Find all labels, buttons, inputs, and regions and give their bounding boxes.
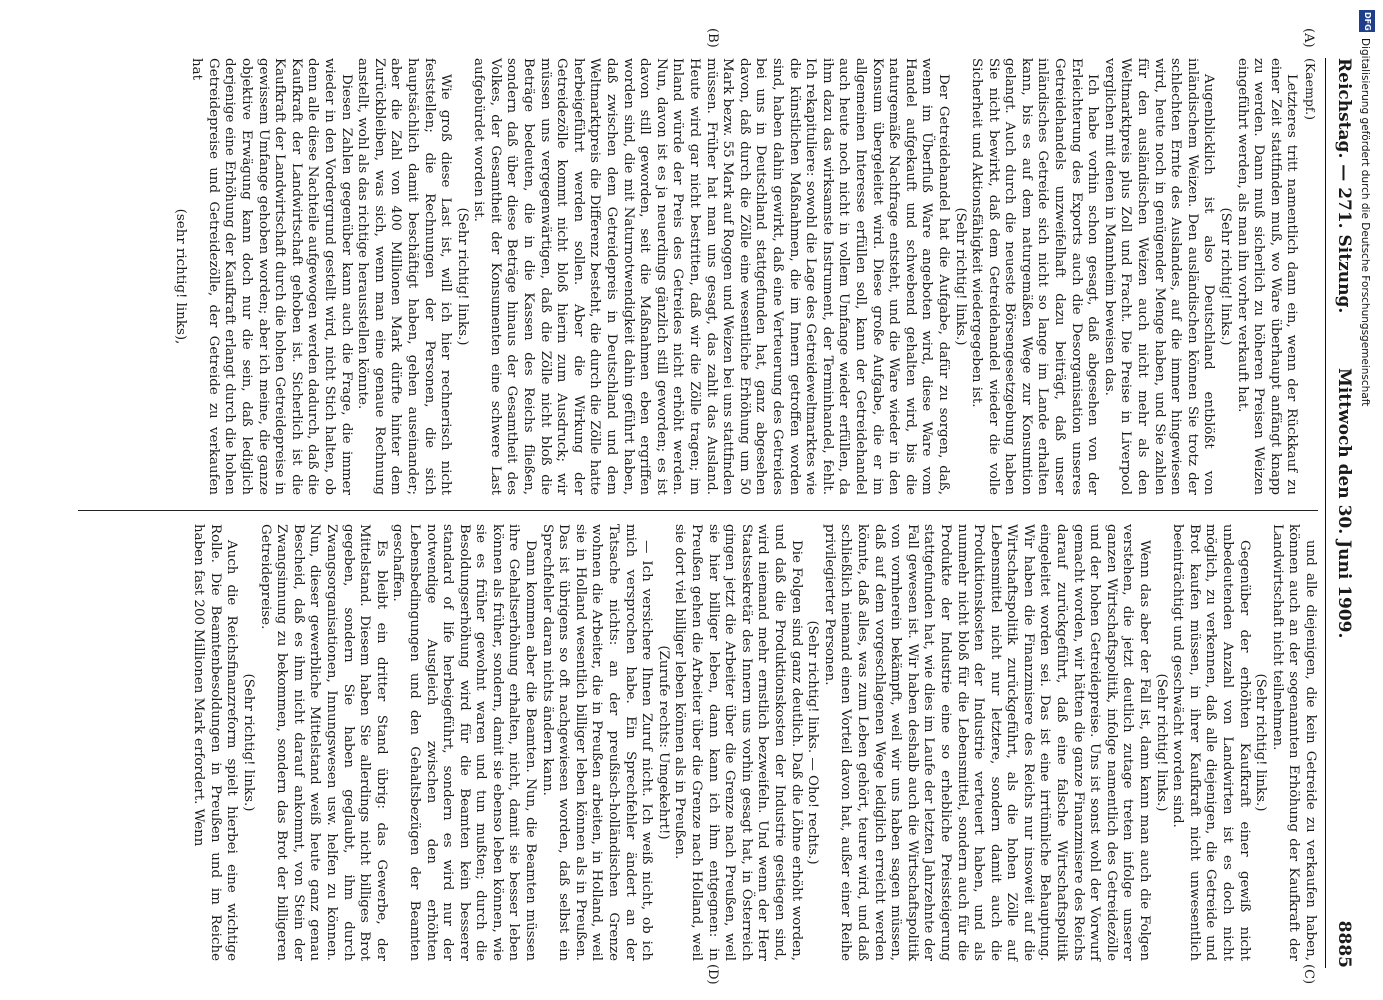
column-divider — [78, 510, 1318, 511]
paragraph: Letzteres tritt namentlich dann ein, wenn der Rückkauf zu einer Zeit stattfinden muß, wo Ware überhaupt anfängt knapp zu werden. Dann muß sicherlich zu höheren Preisen Weizen eingeführt werden, als man ihn vorher verkauft hat. — [1234, 58, 1300, 495]
paragraph: Auch die Reichsfinanzreform spielt hierbei eine wichtige Rolle. Die Beamtenbesoldungen in Preußen und im Reiche haben fast 200 Millionen Mark erfordert. Wenn — [191, 524, 240, 961]
margin-mark-a: (A) — [1301, 28, 1316, 48]
interjection: (Sehr richtig! links.) — [1153, 673, 1169, 812]
interjection: (Sehr richtig! links.) — [454, 207, 470, 346]
paragraph: Ich habe vorhin schon gesagt, daß abgesehen von der Erleichterung des Exports auch die Desorganisation unseres Getreidehandels unzweifelhaft dazu beiträgt, daß unser inländisches Getreide sich nicht so lange im Lande erhalten kann, bis es auf dem naturgemäßen Wege zur Konsumtion gelangt. Auch durch die neueste Börsengesetzgebung haben Sie nicht bewirkt, daß dem Getreidehandel wieder die volle Sicherheit und Aktionsfähigkeit wiedergegeben ist. — [969, 58, 1101, 495]
right-column — [190, 524, 1318, 961]
header-date: Mittwoch den 30. Juni 1909. — [1334, 368, 1354, 639]
margin-mark-d: (D) — [705, 964, 720, 985]
interjection: (Sehr richtig! links.) — [1253, 673, 1269, 812]
page-number: 8885 — [1334, 920, 1354, 968]
right-column-paragraphs — [190, 524, 1318, 961]
interjection: (Sehr richtig! links.) — [241, 673, 256, 812]
paragraph: Der Getreidehandel hat die Aufgabe, dafür zu sorgen, daß, wenn im Überfluß Ware angeboten wird, diese Ware vom Handel aufgekauft und schwebend gehalten wird, bis die naturgemäße Nachfrage entsteht, und die Ware wieder in den Konsum übergeleitet wird. Diese große Aufgabe, die er im allgemeinen Interesse erfüllen soll, kann der Getreidehandel auch heute noch nicht in vollem Umfange wieder erfüllen, da ihm dazu das wirksamste Instrument, der Terminhandel, fehlt. Ich rekapituliere: sowohl die Lage des Getreideweltmarktes wie die künstlichen Maßnahmen, die im Innern getroffen worden sind, haben dahin gewirkt, daß eine Verteuerung des Getreides bei uns in Deutschland stattgefunden hat, ganz abgesehen davon, daß durch die Zölle eine wesentliche Erhöhung um 50 Mark bezw. 55 Mark auf Roggen und Weizen bei uns stattfinden müssen. Früher hat man uns gesagt, das zahlt das Ausland. Heute wird gar nicht bestritten, daß wir die Zölle tragen; im Inland würde der Preis des Getreides nicht erhöht werden. Nun, davon ist es ja neuerdings gänzlich still geworden; es ist davon still geworden, seit die Maßnahmen eben ergriffen worden sind, die mit Naturnotwendigkeit dahin geführt haben, daß zwischen dem Getreidepreis in Deutschland und dem Weltmarktpreis die Differenz besteht, die durch die Zölle hatte herbeigeführt werden sollen. Aber die Wirkung der Getreidezölle kommt nicht bloß hierin zum Ausdruck; wir müssen uns vergegenwärtigen, daß die Zölle nicht bloß die Beträge bedeuten, die in die Kassen des Reichs fließen, sondern daß über diese Beträge hinaus der Gesamtheit des Volkes, der Gesamtheit der Konsumenten eine schwere Last aufgebürdet worden ist. — [471, 58, 951, 495]
paragraph: — Ich versichere Ihnen Zuruf nicht. Ich weiß nicht, ob ich mich versprochen habe. Ein Sprechfehler ändert an der Tatsache nichts: an der preußisch-holländischen Grenze wohnen die Arbeiter, die in Preußen arbeiten, in Holland, weil sie in Holland wesentlich billiger leben können als in Preußen. Das ist übrigens so oft nachgewiesen worden, daß selbst ein Sprechfehler daran nichts ändern kann. — [539, 524, 655, 961]
paragraph: Diesen Zahlen gegenüber kann auch die Frage, die immer wieder in den Vordergrund gestellt wird, nicht Stich halten, ob denn alle diese Nachteile aufgewogen werden dadurch, daß die Kaufkraft der Landwirtschaft gehoben ist. Sicherlich ist die Kaufkraft der Landwirtschaft durch die hohen Getreidepreise in gewissem Umfange gehoben worden; aber ich meine, die ganze objektive Erwägung kann doch nur die sein, daß lediglich derjenige eine Erhöhung der Kaufkraft erlangt durch die hohen Getreidepreise und Getreidezölle, der Getreide zu verkaufen hat — [189, 58, 354, 495]
paragraph: Augenblicklich ist also Deutschland entblößt von inländischem Weizen. Den ausländischen können Sie trotz der schlechten Ernte des Auslandes, auf die immer hingewiesen wird, heute noch in genügender Menge haben, und Sie zahlen für den ausländischen Weizen auch nicht mehr als den Weltmarktpreis plus Zoll und Fracht. Die Preise in Liverpool verglichen mit denen in Mannheim beweisen das. — [1101, 58, 1217, 495]
speaker-name: (Kaempf.) — [1303, 58, 1318, 120]
left-column-paragraphs — [171, 58, 1299, 495]
paragraph: Gegenüber der erhöhten Kaufkraft einer gewiß nicht unbedeutenden Anzahl von Landwirten ist es doch nicht möglich, zu verkennen, daß alle diejenigen, die Getreide und Brot kaufen müssen, in ihrer Kaufkraft nicht unwesentlich beeinträchtigt und geschwächt worden sind. — [1170, 524, 1252, 961]
interjection: (Sehr richtig! links.) — [1218, 207, 1234, 346]
margin-mark-c: (C) — [1301, 964, 1316, 985]
header-session: Reichstag. — 271. Sitzung. — [1334, 58, 1354, 314]
rotated-document-page — [60, 28, 1360, 985]
dfg-credit — [1354, 8, 1380, 438]
paragraph: Die Folgen sind ganz deutlich. Daß die Löhne erhöht worden, und daß die Produktionskosten der Industrie gestiegen sind, wird niemand mehr ernstlich bezweifeln. Und wenn der Herr Staatssekretär des Innern uns vorhin gesagt hat, in Österreich gingen jetzt die Arbeiter über die Grenze nach Preußen, weil sie hier billiger leben, dann kann ich ihm entgegnen: in Preußen gehen die Arbeiter über die Grenze nach Holland, weil sie dort viel billiger leben können als in Preußen. — [672, 524, 804, 961]
margin-mark-b: (B) — [705, 28, 720, 48]
paragraph: Wie groß diese Last ist, will ich hier rechnerisch nicht feststellen; die Rechnungen der Personen, die sich hauptsächlich damit beschäftigt haben, gehen auseinander; aber die Zahl von 400 Millionen Mark dürfte hinter dem Zurückbleiben, was sich, wenn man eine genaue Rechnung anstellt, wohl als das richtige herausstellen könnte. — [355, 58, 454, 495]
dfg-credit-text: Digitalisierung gefördert durch die Deutsche Forschungsgemeinschaft — [1359, 38, 1371, 407]
interjection: (Sehr richtig! links.) — [952, 207, 968, 346]
paragraph: Wenn das aber der Fall ist, dann kann man auch die Folgen verstehen, die jetzt deutlich zutage treten infolge unserer ganzen Wirtschaftspolitik, infolge namentlich des Getreidezölle und der hohen Getreidepreise. Uns ist sonst wohl der Vorwurf gemacht worden, wir hätten die ganze Finanzmisere des Reichs darauf zurückgeführt, daß eine falsche Wirtschaftspolitik eingeleitet worden sei. Das ist eine irrtümliche Behauptung. Wir haben die Finanzmisere des Reichs nur insoweit auf die Wirtschaftspolitik zurückgeführt, als die hohen Zölle auf Lebensmittel nicht nur letztere, sondern damit auch die Produktionskosten der Industrie verteuert haben, und als nunmehr nicht bloß für die Lebensmittel, sondern auch für die Produkte der Industrie eine so erhebliche Preissteigerung stattgefunden hat, wie dies im Laufe der letzten Jahrzehnte der Fall gewesen ist. Wir haben deshalb auch die Wirtschaftspolitik von vornherein bekämpft, weil wir uns haben sagen müssen, daß auf dem vorgeschlagenen Wege lediglich erreicht werden könnte, daß alles, was zum Leben gehört, teurer wird, und daß schließlich niemand einen Vorteil davon hat, außer einer Reihe privilegierter Personen. — [821, 524, 1153, 961]
paragraph: und alle diejenigen, die kein Getreide zu verkaufen haben, können auch an der sogenannten Erhöhung der Kaufkraft der Landwirtschaft nicht teilnehmen. — [1269, 524, 1318, 961]
interjection: (Zurufe rechts: Umgekehrt!) — [655, 645, 671, 840]
paragraph: Es bleibt ein dritter Stand übrig: das Gewerbe, der Mittelstand. Diesem haben Sie allerdings nicht billiges Brot gegeben, sondern Sie haben geglaubt, ihm durch Zwangsorganisationen, Innungswesen usw. helfen zu können. Nun, dieser gewerbliche Mittelstand weiß heute ganz genau Bescheid, daß es ihm nicht darauf ankommt, von Stein der Zwangsinnung zu bekommen, sondern das Brot der billigeren Getreidepreise. — [257, 524, 389, 961]
paragraph: Dann kommen aber die Beamten. Nun, die Beamten müssen ihre Gehaltserhöhung erhalten, nicht, damit sie besser leben können als früher, sondern, damit sie ebenso leben können, wie sie es früher gewohnt waren und tun mußten; durch die Besoldungserhöhung wird für die Beamten kein besserer standard of life herbeigeführt, sondern es wird nur der notwendige Ausgleich zwischen den erhöhten Lebensbedingungen und den Gehaltsbezügen der Beamten geschaffen. — [390, 524, 539, 961]
interjection: (sehr richtig! links), — [172, 208, 188, 345]
dfg-logo: DFG — [1359, 10, 1375, 32]
interjection: (Sehr richtig! links. — Oho! rechts.) — [805, 620, 821, 865]
left-column — [171, 58, 1318, 495]
